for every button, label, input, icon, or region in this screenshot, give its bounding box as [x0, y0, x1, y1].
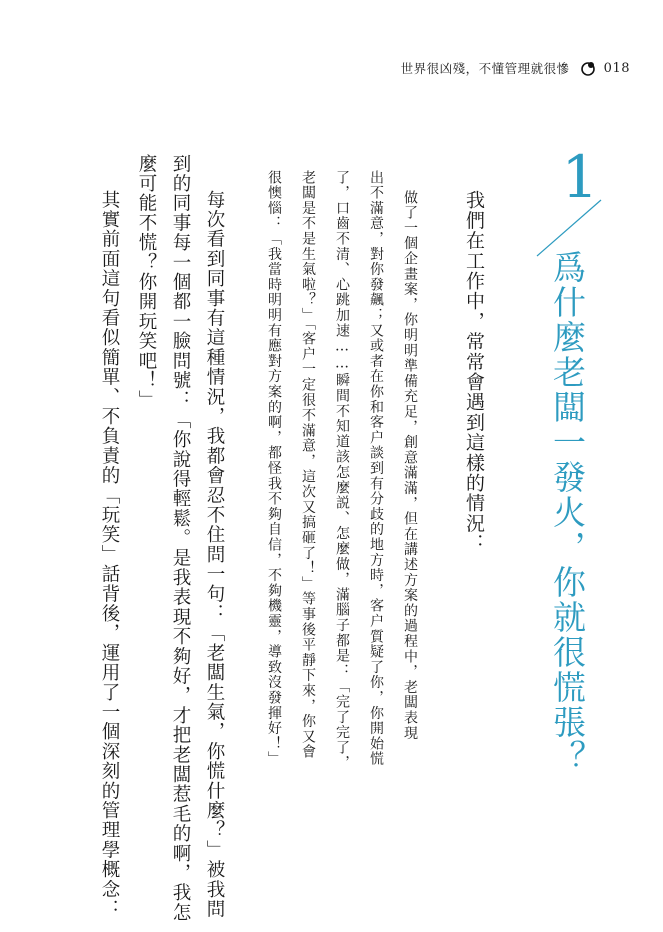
chapter-divider-slash: [533, 198, 603, 258]
text-column: 做了一個企畫案，你明明準備充足，創意滿滿，但在講述方案的過程中，老闆表現: [402, 190, 418, 741]
text-column: 出不滿意，對你發飆；又或者在你和客户談到有分歧的地方時，客户質疑了你，你開始慌: [368, 170, 384, 767]
text-column: 到的同事每一個都一臉問號：「你說得輕鬆。是我表現不夠好，才把老闆惹毛的啊，我怎: [170, 154, 191, 923]
text-column: 每次看到同事有這種情況，我都會忍不住問一句：「老闆生氣，你慌什麼？」被我問: [204, 190, 225, 919]
text-column: 麼可能不慌？你開玩笑吧！」: [136, 154, 157, 411]
text-column: 很懊惱：「我當時明明有應對方案的啊，都怪我不夠自信，不夠機靈，導致沒發揮好！」: [266, 170, 282, 767]
ink-drop-logo-icon: [580, 60, 596, 76]
page-number: 018: [603, 60, 630, 76]
running-header: [330, 56, 630, 80]
text-column: 我們在工作中，常常會遇到這樣的情況：: [463, 190, 485, 554]
text-column: 老闆是不是生氣啦？」「客户一定很不滿意，這次又搞砸了！」等事後平靜下來，你又會: [300, 170, 316, 760]
chapter-number: 1: [561, 143, 599, 211]
running-title: 世界很凶殘，不懂管理就很慘: [400, 61, 570, 76]
chapter-title: 爲什麼老闆一發火，你就很慌張？: [548, 250, 587, 775]
text-column: 其實前面這句看似簡單、不負責的「玩笑」話背後，運用了一個深刻的管理學概念：: [99, 190, 120, 919]
text-column: 了，口齒不清、心跳加速……瞬間不知道該怎麼説、怎麼做，滿腦子都是：「完了完了，: [334, 170, 350, 771]
